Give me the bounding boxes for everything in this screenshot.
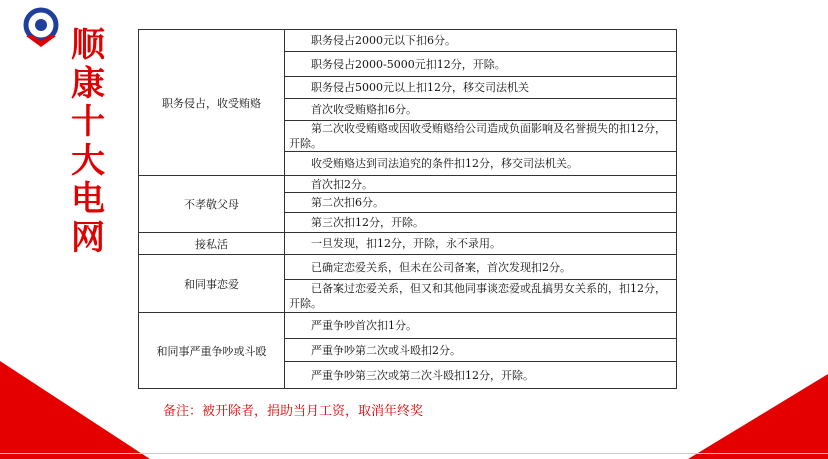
left-red-triangle-decoration [0,361,150,459]
rule-row [139,255,677,280]
title-char: 顺 [71,25,105,65]
right-red-triangle-decoration [688,374,828,459]
rule-item: 职务侵占2000-5000元扣12分，开除。 [285,52,677,77]
company-logo-icon [20,6,62,48]
rule-item: 首次扣2分。 [285,176,677,193]
rule-item: 第二次扣6分。 [285,193,677,213]
rule-row [139,233,677,255]
rule-category: 不孝敬父母 [139,176,285,233]
rule-category: 和同事严重争吵或斗殴 [139,313,285,389]
title-char: 十 [71,102,105,142]
rule-item: 职务侵占5000元以上扣12分，移交司法机关 [285,77,677,99]
penalty-rules-table [138,29,677,389]
rule-item: 职务侵占2000元以下扣6分。 [285,30,677,52]
footnote: 备注：被开除者，捐助当月工资，取消年终奖 [163,404,424,419]
rule-item: 严重争吵第三次或第二次斗殴扣12分，开除。 [285,362,677,389]
title-char: 电 [71,179,105,219]
rule-item: 严重争吵第二次或斗殴扣2分。 [285,339,677,362]
vertical-title [62,26,114,257]
rule-item: 第二次收受贿赂或因收受贿赂给公司造成负面影响及名誉损失的扣12分，开除。 [285,121,677,152]
rule-row [139,313,677,339]
rule-item: 收受贿赂达到司法追究的条件扣12分，移交司法机关。 [285,152,677,176]
rule-category: 职务侵占，收受贿赂 [139,30,285,176]
rule-item: 一旦发现，扣12分，开除，永不录用。 [285,233,677,255]
rule-row [139,176,677,193]
bottom-divider [0,453,828,454]
title-char: 大 [71,140,105,181]
rule-category: 接私活 [139,233,285,255]
title-char: 网 [71,217,105,258]
rule-item: 首次收受贿赂扣6分。 [285,99,677,121]
title-char: 康 [71,63,105,104]
rule-category: 和同事恋爱 [139,255,285,313]
rule-row [139,30,677,52]
rule-item: 已备案过恋爱关系，但又和其他同事谈恋爱或乱搞男女关系的，扣12分，开除。 [285,280,677,313]
rule-item: 第三次扣12分，开除。 [285,213,677,233]
rule-item: 已确定恋爱关系，但未在公司备案，首次发现扣2分。 [285,255,677,280]
rule-item: 严重争吵首次扣1分。 [285,313,677,339]
